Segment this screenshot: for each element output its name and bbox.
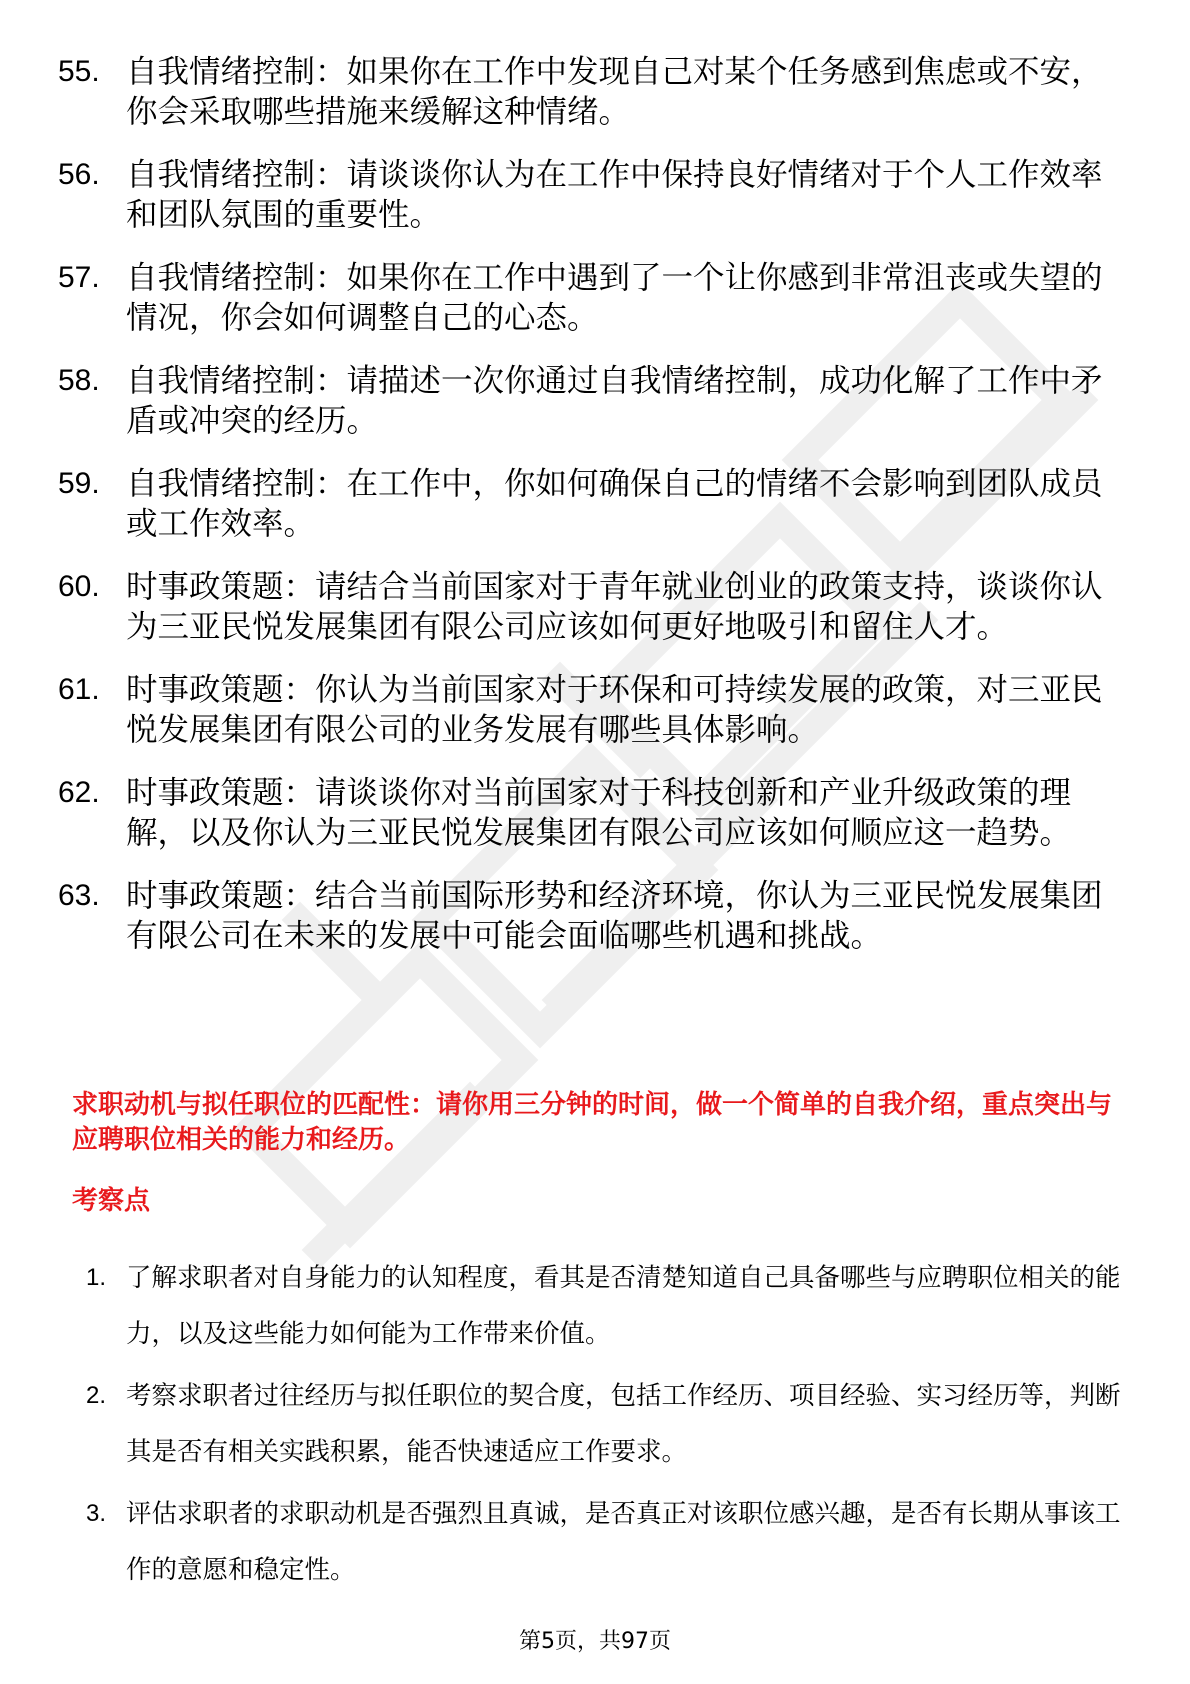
question-list xyxy=(58,52,1118,979)
point-number: 2. xyxy=(86,1382,107,1409)
assessment-points-list xyxy=(86,1250,1126,1604)
section-title: 求职动机与拟任职位的匹配性：请你用三分钟的时间，做一个简单的自我介绍，重点突出与应聘职位相关的能力和经历。 xyxy=(72,1090,1113,1155)
question-number: 63. xyxy=(58,879,100,912)
question-item xyxy=(58,52,1118,132)
question-item xyxy=(58,464,1118,544)
question-text: 时事政策题：请结合当前国家对于青年就业创业的政策支持，谈谈你认为三亚民悦发展集团有限公司应该如何更好地吸引和留住人才。 xyxy=(126,569,1103,645)
question-number: 61. xyxy=(58,673,100,706)
page-footer: 第5页，共97页 xyxy=(519,1629,671,1654)
question-number: 58. xyxy=(58,364,100,397)
point-text: 评估求职者的求职动机是否强烈且真诚，是否真正对该职位感兴趣，是否有长期从事该工作的意愿和稳定性。 xyxy=(126,1499,1121,1585)
question-text: 自我情绪控制：请谈谈你认为在工作中保持良好情绪对于个人工作效率和团队氛围的重要性。 xyxy=(126,157,1103,233)
question-item xyxy=(58,258,1118,338)
assessment-point xyxy=(86,1250,1126,1362)
question-number: 60. xyxy=(58,570,100,603)
question-number: 57. xyxy=(58,261,100,294)
question-item xyxy=(58,155,1118,235)
question-text: 自我情绪控制：在工作中，你如何确保自己的情绪不会影响到团队成员或工作效率。 xyxy=(126,466,1103,542)
question-number: 62. xyxy=(58,776,100,809)
question-text: 自我情绪控制：请描述一次你通过自我情绪控制，成功化解了工作中矛盾或冲突的经历。 xyxy=(126,363,1103,439)
assessment-points-heading: 考察点 xyxy=(72,1186,151,1216)
question-text: 时事政策题：结合当前国际形势和经济环境，你认为三亚民悦发展集团有限公司在未来的发展中可能会面临哪些机遇和挑战。 xyxy=(126,878,1103,954)
question-item xyxy=(58,670,1118,750)
point-number: 1. xyxy=(86,1264,107,1291)
assessment-point xyxy=(86,1486,1126,1598)
question-item xyxy=(58,773,1118,853)
question-text: 时事政策题：你认为当前国家对于环保和可持续发展的政策，对三亚民悦发展集团有限公司的业务发展有哪些具体影响。 xyxy=(126,672,1103,748)
question-number: 59. xyxy=(58,467,100,500)
point-text: 考察求职者过往经历与拟任职位的契合度，包括工作经历、项目经验、实习经历等，判断其是否有相关实践积累，能否快速适应工作要求。 xyxy=(126,1381,1121,1467)
question-text: 自我情绪控制：如果你在工作中发现自己对某个任务感到焦虑或不安，你会采取哪些措施来缓解这种情绪。 xyxy=(126,54,1103,130)
point-text: 了解求职者对自身能力的认知程度，看其是否清楚知道自己具备哪些与应聘职位相关的能力，以及这些能力如何能为工作带来价值。 xyxy=(126,1263,1121,1349)
question-number: 55. xyxy=(58,55,100,88)
question-item xyxy=(58,876,1118,956)
assessment-point xyxy=(86,1368,1126,1480)
question-text: 自我情绪控制：如果你在工作中遇到了一个让你感到非常沮丧或失望的情况，你会如何调整自己的心态。 xyxy=(126,260,1103,336)
question-item xyxy=(58,567,1118,647)
point-number: 3. xyxy=(86,1500,107,1527)
question-number: 56. xyxy=(58,158,100,191)
question-item xyxy=(58,361,1118,441)
question-text: 时事政策题：请谈谈你对当前国家对于科技创新和产业升级政策的理解，以及你认为三亚民悦发展集团有限公司应该如何顺应这一趋势。 xyxy=(126,775,1072,851)
